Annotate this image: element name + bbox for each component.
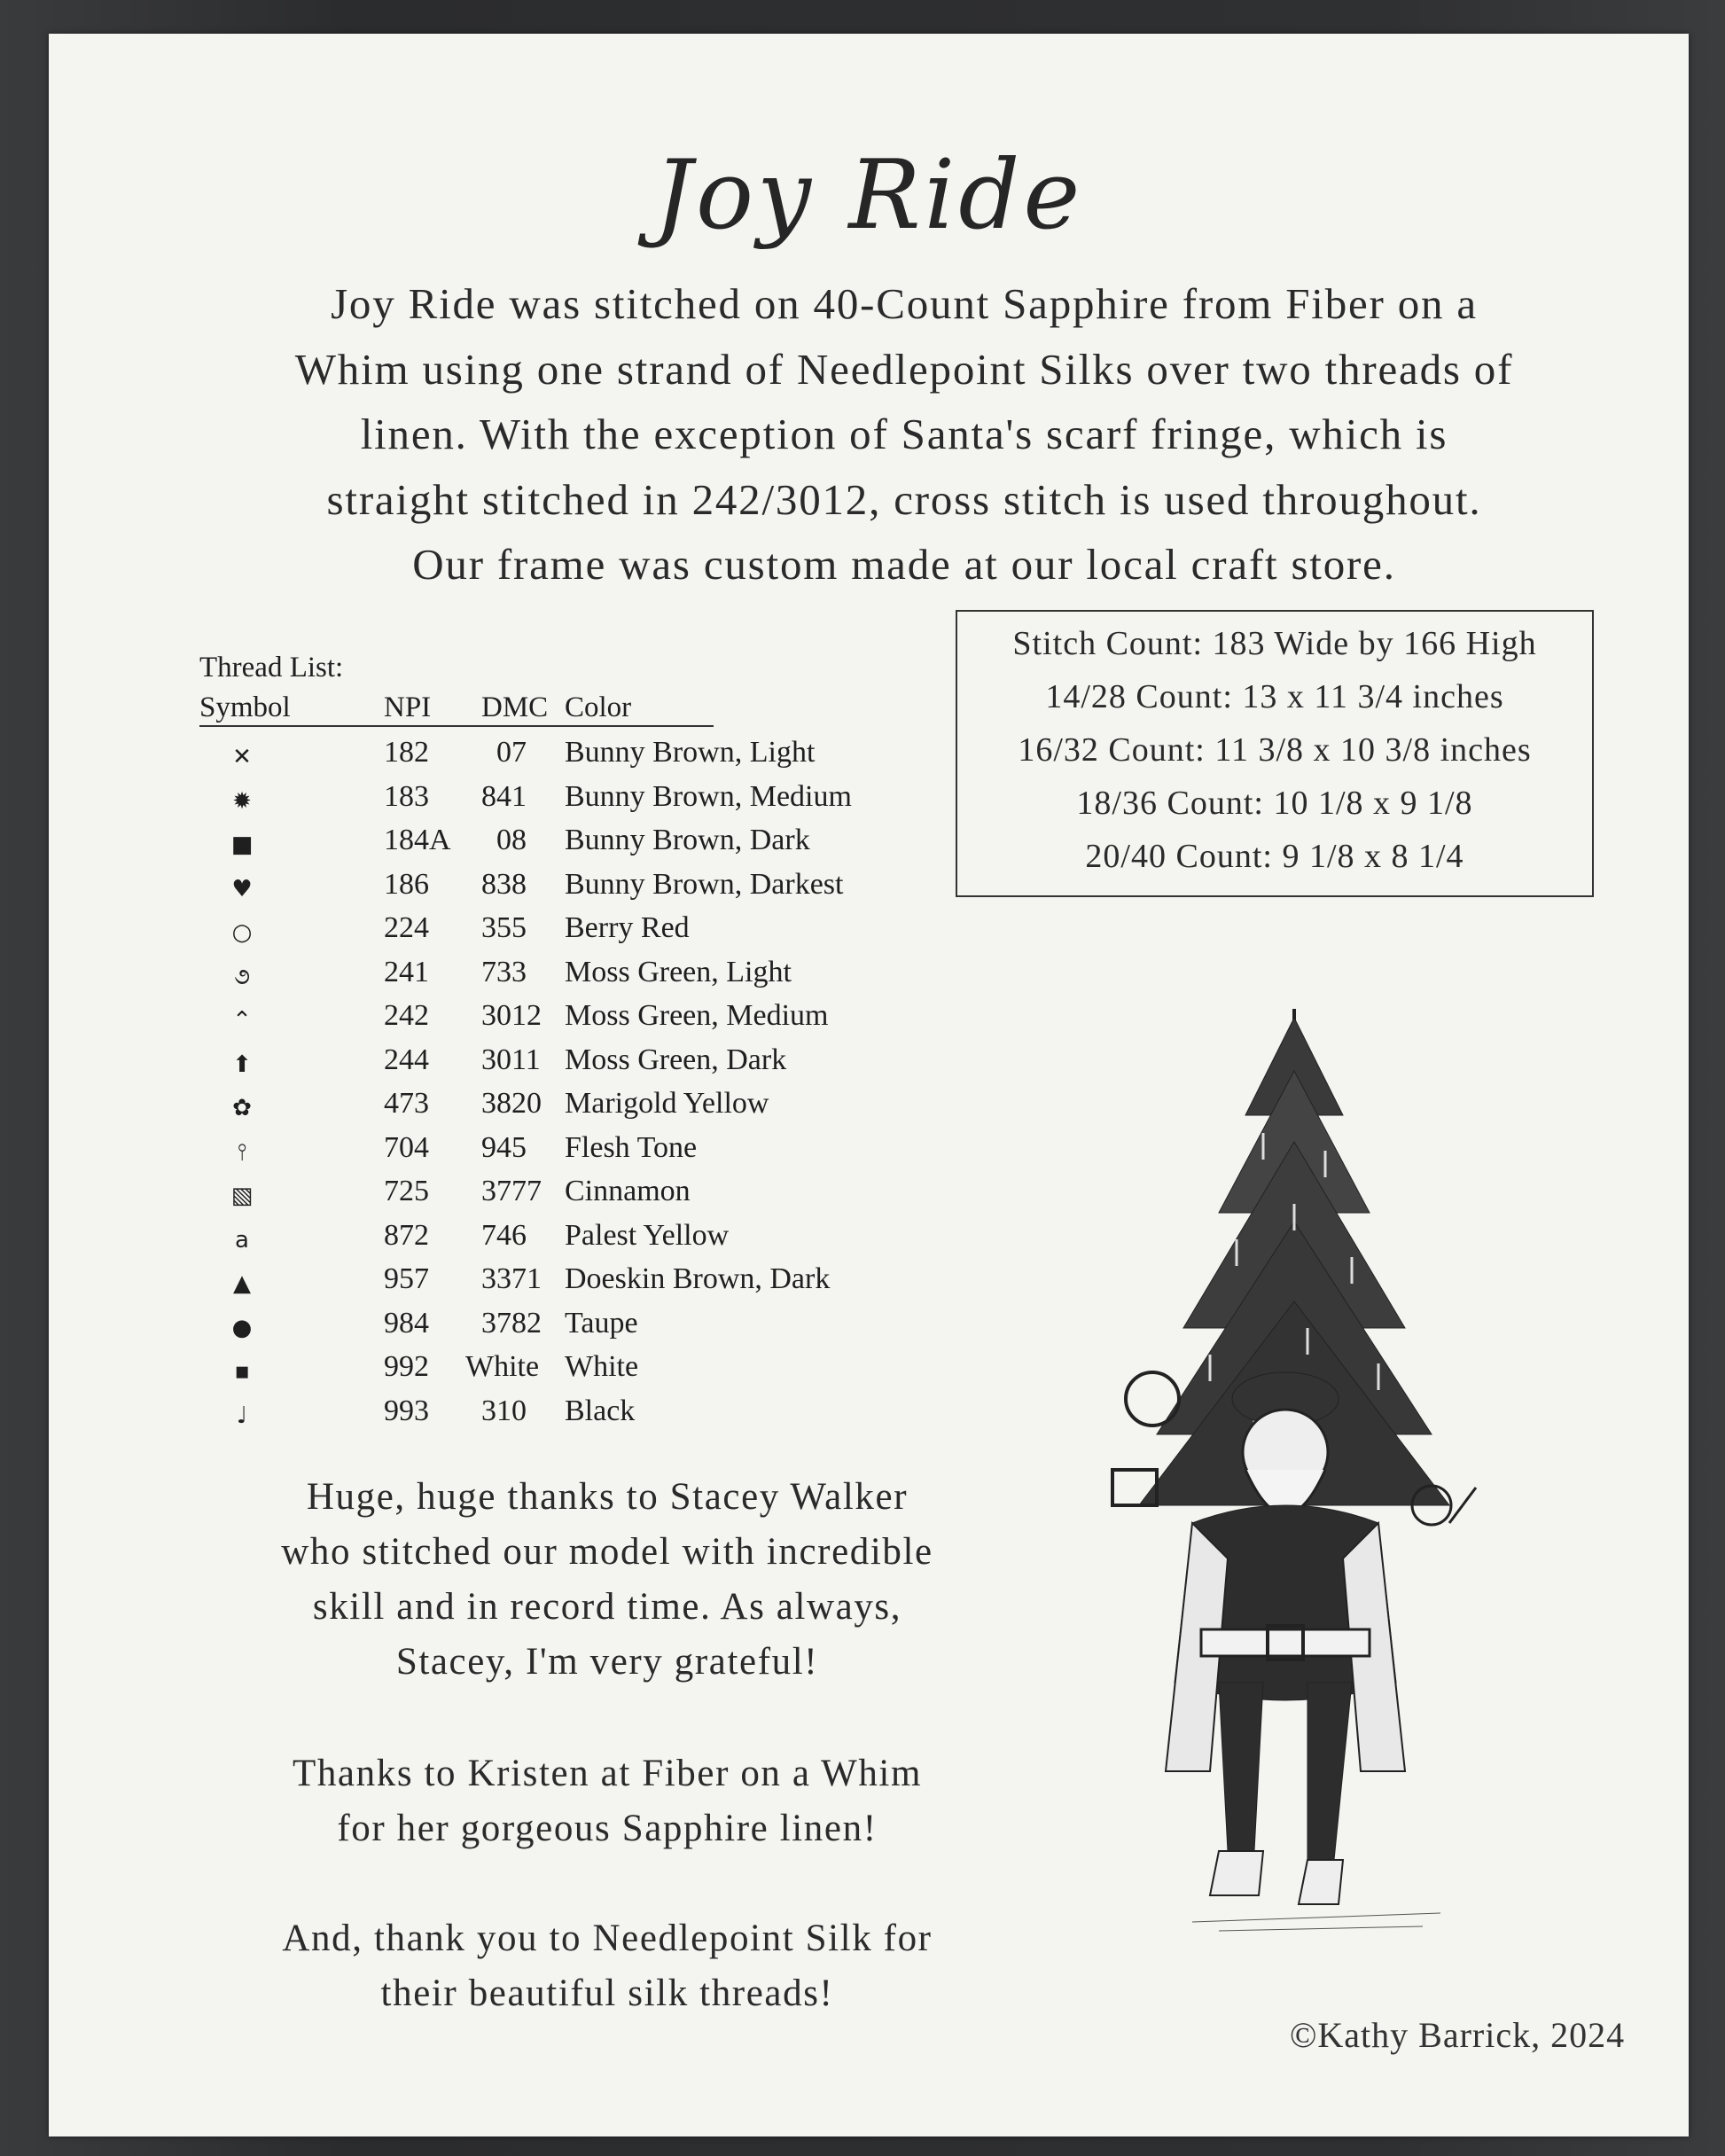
- note-swirl-icon: ♩: [236, 1402, 248, 1429]
- thread-dmc: 733: [481, 955, 527, 988]
- stitch-count-line: 16/32 Count: 11 3/8 x 10 3/8 inches: [1018, 731, 1532, 769]
- thread-row: [199, 730, 997, 775]
- thread-symbol: [226, 787, 258, 816]
- cross-x-icon: ✕: [232, 744, 252, 770]
- thread-row: [199, 818, 997, 863]
- stitch-count-line: 20/40 Count: 9 1/8 x 8 1/4: [1085, 838, 1464, 875]
- thread-color: Bunny Brown, Dark: [565, 824, 810, 856]
- thread-color: Black: [565, 1394, 636, 1427]
- intro-line: Our frame was custom made at our local craft store.: [412, 540, 1396, 589]
- thread-color: Palest Yellow: [565, 1218, 730, 1252]
- dot-icon: ▪: [234, 1358, 250, 1385]
- thread-npi: 957: [384, 1262, 429, 1295]
- filled-square-icon: ■: [230, 832, 254, 858]
- thread-dmc: 746: [481, 1218, 527, 1252]
- thread-row: [199, 1169, 997, 1214]
- thread-color: Flesh Tone: [565, 1130, 698, 1164]
- thread-symbol: [226, 1269, 258, 1298]
- bulb-icon: ⫯: [237, 1138, 247, 1166]
- thread-color: Bunny Brown, Medium: [565, 779, 852, 813]
- intro-line: linen. With the exception of Santa's scarf fringe, which is: [360, 410, 1448, 458]
- thanks-line: their beautiful silk threads!: [380, 1972, 834, 2014]
- open-circle-icon: ○: [231, 919, 253, 946]
- heart-icon: ♥: [231, 875, 253, 902]
- thread-color: Cinnamon: [565, 1175, 691, 1207]
- thread-dmc: 945: [481, 1130, 527, 1164]
- intro-line: Whim using one strand of Needlepoint Silks over two threads of: [294, 344, 1514, 394]
- thread-dmc: 07: [496, 736, 527, 769]
- thread-symbol: [226, 1226, 258, 1254]
- intro-paragraph: [199, 271, 1609, 598]
- stitch-count-line: Stitch Count: 183 Wide by 166 High: [1012, 625, 1537, 662]
- thread-dmc: White: [465, 1350, 540, 1383]
- page-title: Joy Ride: [653, 140, 1084, 251]
- thread-row: [199, 994, 997, 1038]
- thread-row: [199, 863, 997, 907]
- thread-npi: 984: [384, 1306, 429, 1340]
- thread-rows: [199, 730, 997, 1433]
- stitch-count-line: 14/28 Count: 13 x 11 3/4 inches: [1045, 678, 1504, 715]
- thread-dmc: 841: [481, 779, 527, 813]
- thread-dmc: 3371: [481, 1262, 542, 1295]
- thread-npi: 992: [384, 1350, 429, 1383]
- thread-row: [199, 1214, 997, 1258]
- double-chevron-up-icon: ⌃: [232, 1007, 252, 1034]
- thread-color: Moss Green, Medium: [565, 999, 829, 1032]
- thread-row: [199, 906, 997, 950]
- header-dmc: DMC: [481, 691, 549, 723]
- thread-npi: 725: [384, 1175, 429, 1207]
- stitch-count-line: 18/36 Count: 10 1/8 x 9 1/8: [1076, 785, 1473, 822]
- thread-list: [199, 647, 997, 1433]
- thread-color: Moss Green, Dark: [565, 1043, 787, 1076]
- thread-symbol: [226, 743, 258, 771]
- thread-symbol: [226, 1314, 258, 1342]
- thanks-needlepoint: [191, 1911, 1024, 2021]
- thread-dmc: 3012: [481, 999, 542, 1032]
- thread-npi: 186: [384, 867, 429, 901]
- intro-line: straight stitched in 242/3012, cross stitch is used throughout.: [326, 474, 1482, 524]
- ground-shadow: [1192, 1913, 1440, 1931]
- triangle-icon: ▲: [233, 1270, 251, 1297]
- thread-row: [199, 950, 997, 995]
- santa-icon: [1112, 1372, 1476, 1904]
- thread-row: [199, 1389, 997, 1433]
- thread-npi: 473: [384, 1087, 429, 1120]
- thread-npi: 183: [384, 779, 429, 813]
- header-color: Color: [565, 691, 632, 723]
- thread-color: Marigold Yellow: [565, 1087, 769, 1120]
- thread-symbol: [226, 1138, 258, 1167]
- thread-color: Bunny Brown, Darkest: [565, 867, 844, 901]
- thread-npi: 241: [384, 955, 429, 988]
- thanks-line: Thanks to Kristen at Fiber on a Whim: [292, 1753, 923, 1794]
- santa-tree-illustration: [1086, 1009, 1511, 1949]
- thanks-line: who stitched our model with incredible: [281, 1531, 933, 1573]
- sun-gear-icon: ✹: [232, 787, 252, 815]
- thanks-line: skill and in record time. As always,: [312, 1586, 902, 1628]
- thread-dmc: 310: [481, 1394, 527, 1427]
- thread-symbol: [226, 918, 258, 947]
- thread-dmc: 08: [496, 824, 527, 856]
- thread-npi: 184A: [384, 824, 451, 856]
- thread-npi: 872: [384, 1218, 429, 1252]
- thread-npi: 242: [384, 999, 429, 1032]
- thread-row: [199, 1082, 997, 1126]
- header-symbol: Symbol: [199, 691, 291, 723]
- thread-symbol: [226, 1051, 258, 1079]
- thread-npi: 993: [384, 1394, 429, 1427]
- thread-symbol: [226, 831, 258, 859]
- thread-color: Bunny Brown, Light: [565, 736, 816, 769]
- thread-color: Doeskin Brown, Dark: [565, 1262, 831, 1295]
- thread-npi: 182: [384, 736, 429, 769]
- thread-row: [199, 1038, 997, 1082]
- thread-row: [199, 1126, 997, 1170]
- thread-dmc: 3782: [481, 1306, 542, 1340]
- thread-dmc: 3011: [481, 1043, 541, 1076]
- thanks-stacey: [191, 1470, 1024, 1690]
- thread-dmc: 3777: [481, 1175, 542, 1207]
- letter-a-icon: a: [235, 1226, 249, 1254]
- thread-npi: 224: [384, 911, 429, 944]
- thread-color: Taupe: [565, 1306, 638, 1340]
- header-npi: NPI: [384, 691, 432, 723]
- thread-symbol: [226, 875, 258, 903]
- thread-row: [199, 1345, 997, 1389]
- chart-sheet: [49, 34, 1689, 2136]
- thread-row: [199, 775, 997, 819]
- thread-list-heading: Thread List:: [199, 652, 344, 684]
- thread-row: [199, 1257, 997, 1301]
- thread-dmc: 838: [481, 867, 527, 901]
- pentagon-flower-icon: ✿: [232, 1095, 252, 1121]
- thread-npi: 244: [384, 1043, 429, 1076]
- thanks-kristen: [191, 1746, 1024, 1856]
- thread-symbol: [226, 1094, 258, 1122]
- thread-symbol: [226, 1182, 258, 1210]
- filled-circle-icon: ●: [231, 1314, 253, 1341]
- thread-symbol: [226, 1357, 258, 1386]
- thanks-line: Stacey, I'm very grateful!: [395, 1641, 819, 1683]
- thread-color: Moss Green, Light: [565, 955, 792, 988]
- copyright: ©Kathy Barrick, 2024: [1290, 2015, 1626, 2055]
- thread-row: [199, 1301, 997, 1346]
- thanks-line: And, thank you to Needlepoint Silk for: [282, 1918, 933, 1959]
- thread-list-header: [199, 688, 714, 727]
- thread-color: Berry Red: [565, 911, 690, 944]
- arrow-up-icon: ⬆: [232, 1051, 252, 1078]
- stitch-count-box: [956, 610, 1594, 897]
- spiral-icon: ૭: [233, 963, 251, 990]
- thread-dmc: 3820: [481, 1087, 542, 1120]
- thread-npi: 704: [384, 1130, 429, 1164]
- intro-line: Joy Ride was stitched on 40-Count Sapphire from Fiber on a: [331, 279, 1478, 328]
- thanks-line: Huge, huge thanks to Stacey Walker: [306, 1476, 909, 1518]
- thread-symbol: [226, 1402, 258, 1430]
- thread-symbol: [226, 1006, 258, 1035]
- thanks-line: for her gorgeous Sapphire linen!: [337, 1808, 878, 1849]
- thread-symbol: [226, 963, 258, 991]
- hatched-square-icon: ▧: [230, 1183, 254, 1209]
- thread-dmc: 355: [481, 911, 527, 944]
- thread-color: White: [565, 1350, 639, 1383]
